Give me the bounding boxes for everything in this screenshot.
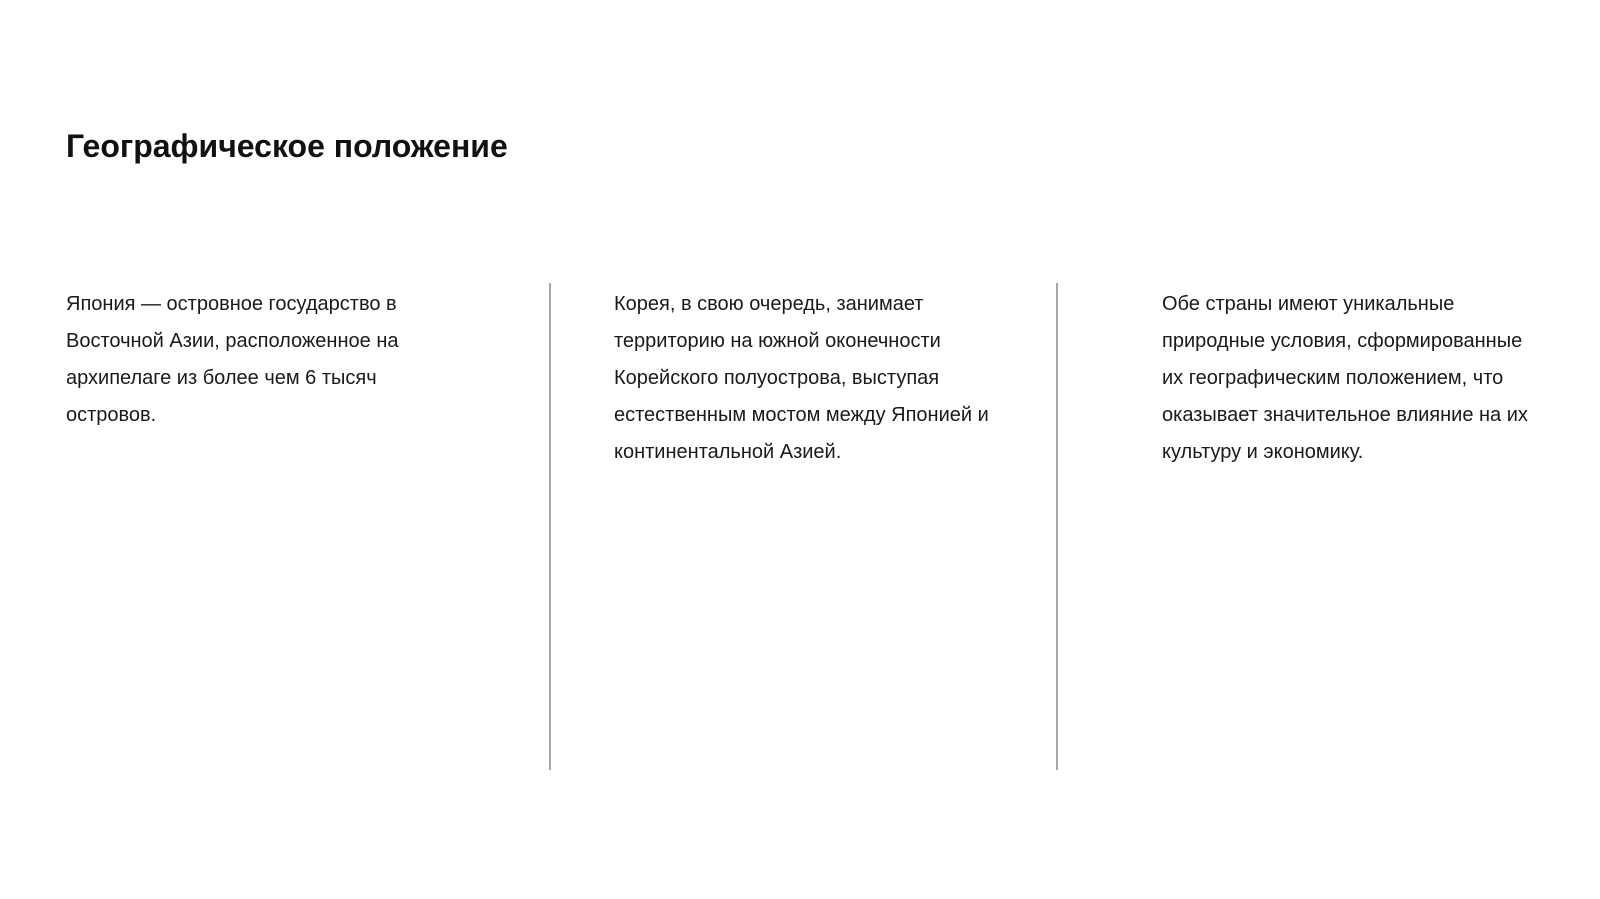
text-line: Япония — островное государство в <box>66 293 397 315</box>
column-korea <box>614 286 1034 471</box>
column-both <box>1162 286 1572 471</box>
text-line: Восточной Азии, расположенное на <box>66 330 399 352</box>
column-divider <box>549 283 551 770</box>
text-line: природные условия, сформированные <box>1162 330 1523 352</box>
text-line: островов. <box>66 404 157 426</box>
text-line: территорию на южной оконечности <box>614 330 941 352</box>
text-line: культуру и экономику. <box>1162 441 1364 463</box>
column-divider <box>1056 283 1058 770</box>
text-line: Корея, в свою очередь, занимает <box>614 293 924 315</box>
text-line: архипелаге из более чем 6 тысяч <box>66 367 377 389</box>
text-line: их географическим положением, что <box>1162 367 1504 389</box>
text-line: естественным мостом между Японией и <box>614 404 989 426</box>
text-line: континентальной Азией. <box>614 441 842 463</box>
text-line: Корейского полуострова, выступая <box>614 367 940 389</box>
text-line: оказывает значительное влияние на их <box>1162 404 1528 426</box>
column-japan <box>66 286 466 434</box>
text-line: Обе страны имеют уникальные <box>1162 293 1455 315</box>
slide-title: Географическое положение <box>66 128 508 164</box>
